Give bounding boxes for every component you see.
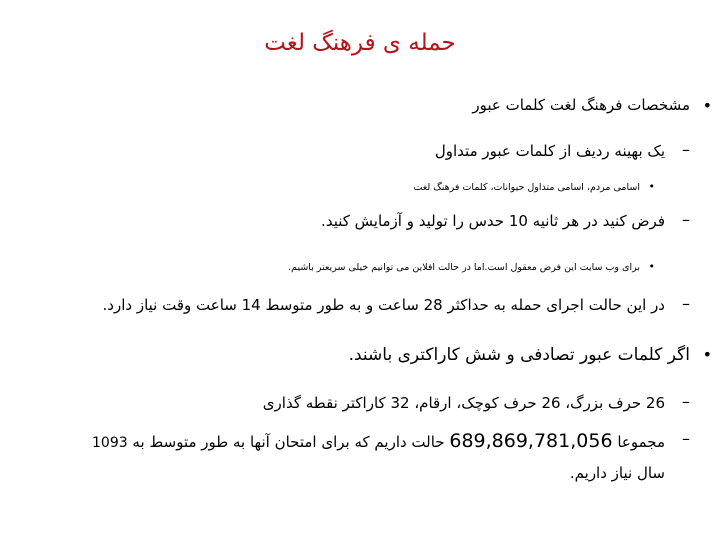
slide-title: حمله ی فرهنگ لغت xyxy=(264,30,456,56)
bullet-item xyxy=(348,345,712,365)
sub-item xyxy=(434,140,690,160)
bullet-text: مشخصات فرهنگ لغت کلمات عبور xyxy=(472,96,690,114)
bullet-marker: • xyxy=(648,260,655,273)
bullet-marker: • xyxy=(702,96,712,115)
sub-item xyxy=(65,426,690,488)
sub-item xyxy=(102,294,690,314)
dash-marker: – xyxy=(682,294,690,313)
sub-item-suffix: سال نیاز داریم. xyxy=(569,464,665,482)
dash-marker: – xyxy=(682,210,690,229)
sub-item-text: یک بهینه ردیف از کلمات عبور متداول xyxy=(434,142,665,160)
bullet-item xyxy=(472,96,712,115)
sub-sub-item xyxy=(413,180,655,193)
sub-item xyxy=(262,392,690,412)
sub-item-text: فرض کنید در هر ثانیه 10 حدس را تولید و آزمایش کنید. xyxy=(321,212,665,230)
sub-item-text: در این حالت اجرای حمله به حداکثر 28 ساعت و به طور متوسط 14 ساعت وقت نیاز دارد. xyxy=(102,296,665,314)
sub-item-prefix: مجموعا xyxy=(617,433,665,451)
sub-item xyxy=(321,210,690,230)
sub-sub-item-text: برای وب سایت این فرض معقول است.اما در حالت افلاین می توانیم خیلی سریعتر باشیم. xyxy=(288,262,640,273)
combination-count: 689,869,781,056 xyxy=(449,430,613,452)
sub-sub-item xyxy=(288,260,655,273)
sub-item-middle: حالت داریم که برای امتحان آنها به طور متوسط به xyxy=(132,433,445,451)
bullet-marker: • xyxy=(648,180,655,193)
dash-marker: – xyxy=(682,392,690,411)
dash-marker: – xyxy=(682,140,690,159)
bullet-text: اگر کلمات عبور تصادفی و شش کاراکتری باشند. xyxy=(348,345,690,365)
bullet-marker: • xyxy=(702,345,712,364)
dash-marker: – xyxy=(682,429,690,448)
sub-item-text: 26 حرف بزرگ، 26 حرف کوچک، ارقام، 32 کاراکتر نقطه گذاری xyxy=(262,394,665,412)
sub-sub-item-text: اسامی مردم، اسامی متداول حیوانات، کلمات فرهنگ لغت xyxy=(413,182,640,193)
years-count: 1093 xyxy=(92,435,128,451)
